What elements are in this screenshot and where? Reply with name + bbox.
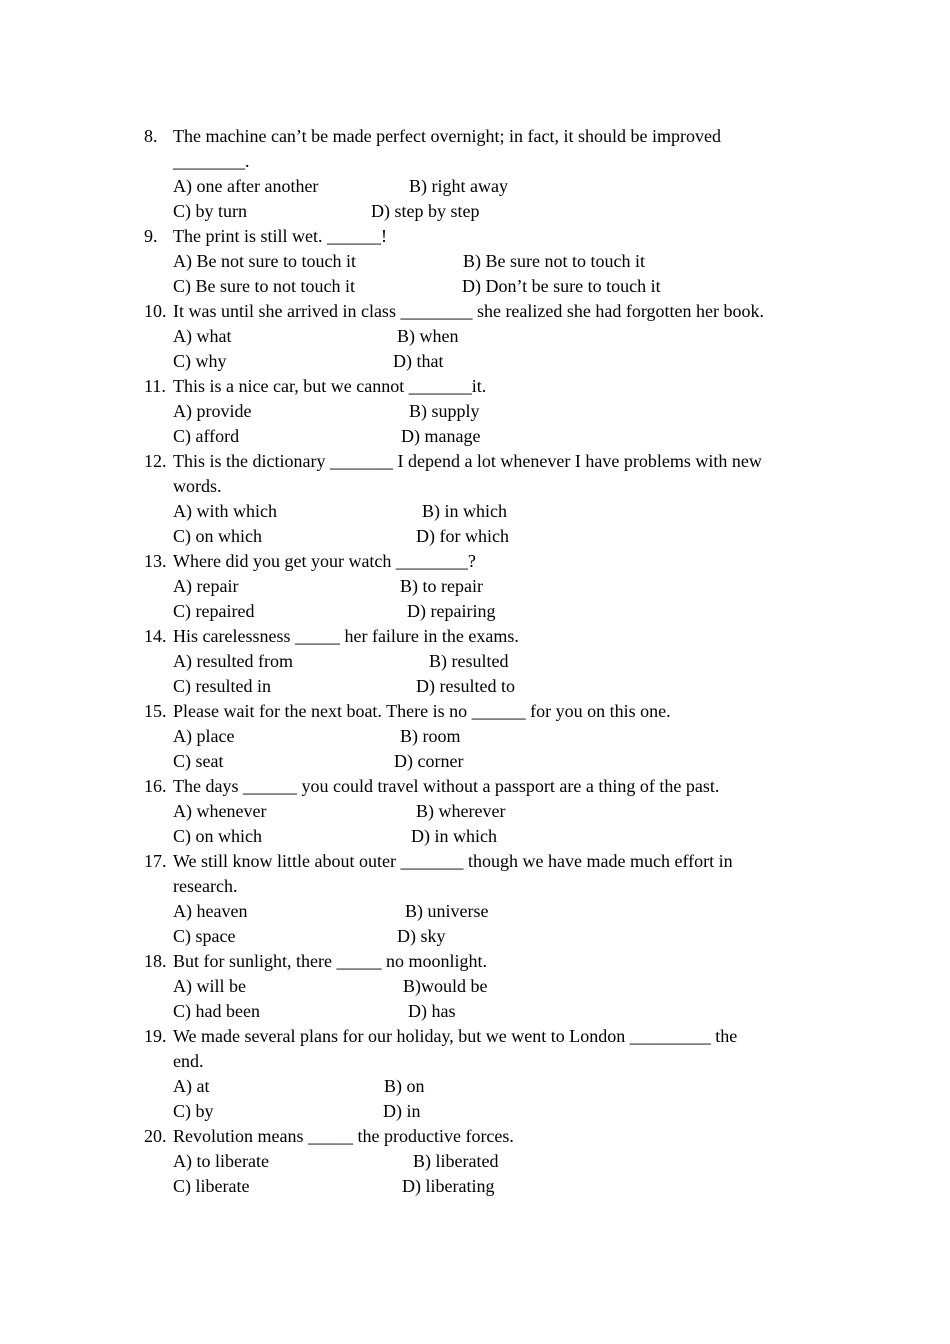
question-text: We made several plans for our holiday, but we went to London _________ the bbox=[173, 1026, 738, 1046]
answer-option: B) in which bbox=[422, 501, 507, 521]
answer-option: A) with which bbox=[173, 501, 277, 521]
question-number: 9. bbox=[144, 226, 158, 246]
question-number: 18. bbox=[144, 951, 167, 971]
question-text: This is a nice car, but we cannot _______it. bbox=[173, 376, 487, 396]
answer-option: B) room bbox=[400, 726, 461, 746]
answer-option: D) for which bbox=[416, 526, 509, 546]
answer-option: D) that bbox=[393, 351, 444, 371]
question-text: words. bbox=[173, 476, 222, 496]
answer-option: C) by bbox=[173, 1101, 214, 1121]
answer-option: B) Be sure not to touch it bbox=[463, 251, 645, 271]
answer-option: A) heaven bbox=[173, 901, 248, 921]
answer-option: C) on which bbox=[173, 826, 262, 846]
answer-option: A) whenever bbox=[173, 801, 267, 821]
answer-option: B)would be bbox=[403, 976, 488, 996]
answer-option: A) what bbox=[173, 326, 232, 346]
answer-option: A) at bbox=[173, 1076, 210, 1096]
answer-option: D) manage bbox=[401, 426, 481, 446]
answer-option: A) place bbox=[173, 726, 235, 746]
question-number: 20. bbox=[144, 1126, 167, 1146]
answer-option: B) liberated bbox=[413, 1151, 499, 1171]
answer-option: C) Be sure to not touch it bbox=[173, 276, 355, 296]
answer-option: A) resulted from bbox=[173, 651, 293, 671]
answer-option: C) had been bbox=[173, 1001, 260, 1021]
answer-option: C) why bbox=[173, 351, 227, 371]
question-text: The print is still wet. ______! bbox=[173, 226, 387, 246]
question-text: But for sunlight, there _____ no moonlight. bbox=[173, 951, 487, 971]
answer-option: D) has bbox=[408, 1001, 456, 1021]
question-number: 10. bbox=[144, 301, 167, 321]
answer-option: D) sky bbox=[397, 926, 446, 946]
question-text: His carelessness _____ her failure in the exams. bbox=[173, 626, 519, 646]
question-text: ________. bbox=[173, 151, 250, 171]
answer-option: B) right away bbox=[409, 176, 508, 196]
question-text: This is the dictionary _______ I depend a lot whenever I have problems with new bbox=[173, 451, 762, 471]
answer-option: D) corner bbox=[394, 751, 464, 771]
answer-option: C) by turn bbox=[173, 201, 247, 221]
answer-option: B) on bbox=[384, 1076, 425, 1096]
answer-option: C) seat bbox=[173, 751, 224, 771]
question-text: It was until she arrived in class ________ she realized she had forgotten her book. bbox=[173, 301, 765, 321]
answer-option: D) resulted to bbox=[416, 676, 515, 696]
answer-option: B) supply bbox=[409, 401, 480, 421]
answer-option: A) Be not sure to touch it bbox=[173, 251, 356, 271]
answer-option: A) to liberate bbox=[173, 1151, 269, 1171]
answer-option: B) wherever bbox=[416, 801, 506, 821]
question-text: Revolution means _____ the productive forces. bbox=[173, 1126, 514, 1146]
question-text: The machine can’t be made perfect overnight; in fact, it should be improved bbox=[173, 126, 721, 146]
question-number: 11. bbox=[144, 376, 166, 396]
answer-option: C) space bbox=[173, 926, 236, 946]
answer-option: B) to repair bbox=[400, 576, 483, 596]
question-text: We still know little about outer _______ though we have made much effort in bbox=[173, 851, 733, 871]
answer-option: A) will be bbox=[173, 976, 246, 996]
question-number: 15. bbox=[144, 701, 167, 721]
answer-option: C) liberate bbox=[173, 1176, 250, 1196]
question-text: Please wait for the next boat. There is no ______ for you on this one. bbox=[173, 701, 671, 721]
question-number: 19. bbox=[144, 1026, 167, 1046]
question-number: 14. bbox=[144, 626, 167, 646]
answer-option: D) step by step bbox=[371, 201, 480, 221]
answer-option: A) provide bbox=[173, 401, 252, 421]
question-text: research. bbox=[173, 876, 238, 896]
answer-option: D) in which bbox=[411, 826, 497, 846]
answer-option: A) one after another bbox=[173, 176, 319, 196]
question-number: 12. bbox=[144, 451, 167, 471]
question-text: Where did you get your watch ________? bbox=[173, 551, 476, 571]
answer-option: C) resulted in bbox=[173, 676, 271, 696]
answer-option: C) afford bbox=[173, 426, 240, 446]
question-number: 17. bbox=[144, 851, 167, 871]
question-number: 8. bbox=[144, 126, 158, 146]
question-number: 13. bbox=[144, 551, 167, 571]
answer-option: D) in bbox=[383, 1101, 421, 1121]
question-text: end. bbox=[173, 1051, 204, 1071]
answer-option: B) when bbox=[397, 326, 459, 346]
answer-option: C) on which bbox=[173, 526, 262, 546]
answer-option: B) resulted bbox=[429, 651, 509, 671]
answer-option: D) liberating bbox=[402, 1176, 495, 1196]
answer-option: B) universe bbox=[405, 901, 489, 921]
question-number: 16. bbox=[144, 776, 167, 796]
answer-option: A) repair bbox=[173, 576, 239, 596]
question-text: The days ______ you could travel without a passport are a thing of the past. bbox=[173, 776, 720, 796]
answer-option: C) repaired bbox=[173, 601, 255, 621]
answer-option: D) Don’t be sure to touch it bbox=[462, 276, 661, 296]
answer-option: D) repairing bbox=[407, 601, 496, 621]
